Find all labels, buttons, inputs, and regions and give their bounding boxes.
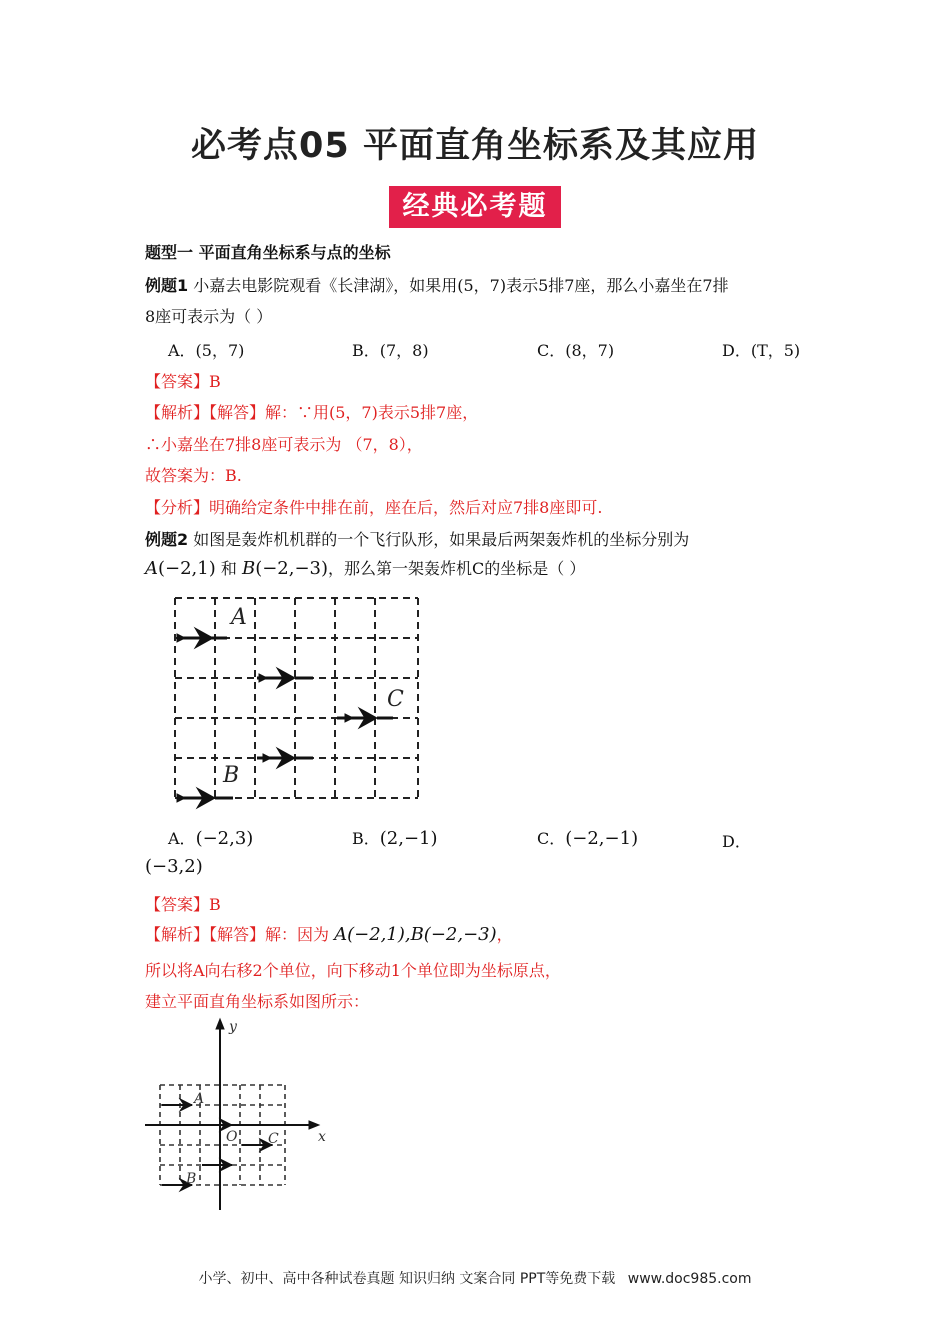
ex2-question-line1 [145, 527, 689, 550]
ex1-label: 例题1 [145, 276, 189, 295]
ex1-analysis-1: 【解析】【解答】解：∵用(5，7)表示5排7座， [145, 403, 479, 422]
ex2-question-tail: ，那么第一架轰炸机C的坐标是（ ） [328, 559, 586, 578]
ex1-fenxi: 【分析】明确给定条件中排在前，座在后，然后对应7排8座即可. [145, 498, 603, 517]
fig2-label-a: A [194, 1091, 205, 1107]
ex2-option-d-letter: D． [722, 832, 751, 851]
conj: 和 [215, 559, 242, 578]
ex2-question-line2 [145, 556, 585, 579]
ex1-question-text: 小嘉去电影院观看《长津湖》，如果用(5，7)表示5排7座，那么小嘉坐在7排 [188, 276, 729, 295]
ex2-option-a [168, 826, 253, 849]
analysis-prefix: 【解析】【解答】解：因为 [145, 925, 335, 944]
y-axis-label: y [229, 1019, 237, 1035]
ex2-analysis-3: 建立平面直角坐标系如图所示： [145, 992, 370, 1011]
bomber-a-icon [177, 628, 227, 648]
ex1-option-a: A．(5，7) [168, 341, 245, 360]
dashed-grid [175, 598, 418, 798]
ex2-option-c [537, 826, 638, 849]
ex1-analysis-3: 故答案为：B. [145, 466, 242, 485]
label-c: C [387, 687, 404, 712]
analysis-math: A(−2,1),B(−2,−3) [334, 924, 497, 945]
option-letter: B． [352, 829, 380, 848]
math-a-coord: (−2,1) [158, 558, 216, 579]
origin-label: O [226, 1129, 238, 1145]
plane-a-icon [162, 1099, 192, 1111]
section-heading: 题型一 平面直角坐标系与点的坐标 [145, 243, 391, 262]
analysis-suffix: ， [496, 925, 513, 944]
bomber-4-icon [257, 748, 313, 768]
ex1-option-b: B．(7，8) [352, 341, 429, 360]
footer-site-link[interactable]: www.doc985.com [627, 1271, 752, 1287]
fig2-label-b: B [186, 1171, 197, 1187]
option-letter: C． [537, 829, 566, 848]
plane-4-icon [202, 1159, 232, 1171]
ex2-analysis-1 [145, 922, 513, 945]
fig2-label-c: C [268, 1131, 279, 1147]
option-letter: A． [168, 829, 196, 848]
ex2-option-b [352, 826, 438, 849]
bomber-b-icon [177, 788, 233, 808]
math-b-coord: (−2,−3) [255, 558, 329, 579]
ex2-answer: 【答案】B [145, 895, 221, 914]
bomber-2-icon [257, 668, 313, 688]
ex2-label: 例题2 [145, 530, 189, 549]
ex1-question-line2: 8座可表示为（ ） [145, 307, 273, 326]
formation-figure [165, 590, 430, 810]
ex2-question-text: 如图是轰炸机机群的一个飞行队形，如果最后两架轰炸机的坐标分别为 [188, 530, 690, 549]
axes [145, 1019, 319, 1210]
page-title: 必考点05 平面直角坐标系及其应用 [191, 126, 759, 166]
section-badge: 经典必考题 [389, 186, 561, 228]
label-a: A [231, 605, 247, 630]
page-footer [0, 1268, 950, 1288]
option-value: (2,−1) [379, 828, 438, 849]
ex1-answer: 【答案】B [145, 372, 221, 391]
option-value: (−3,2) [145, 856, 203, 877]
ex2-analysis-2: 所以将A向右移2个单位，向下移动1个单位即为坐标原点， [145, 961, 561, 980]
math-a: A [145, 558, 158, 579]
option-value: (−2,3) [195, 828, 254, 849]
math-b: B [241, 558, 256, 579]
label-b: B [223, 763, 240, 788]
ex1-analysis-2: ∴小嘉坐在7排8座可表示为 （7，8）， [145, 435, 423, 454]
ex1-question-line1 [145, 273, 729, 296]
bomber-c-icon [337, 708, 393, 728]
x-axis-label: x [318, 1129, 326, 1145]
ex1-option-d: D．(T，5) [722, 341, 801, 360]
option-value: (−2,−1) [565, 828, 639, 849]
ex1-option-c: C．(8，7) [537, 341, 615, 360]
ex2-option-d-value [145, 856, 203, 877]
footer-text: 小学、初中、高中各种试卷真题 知识归纳 文案合同 PPT等免费下载 [198, 1271, 616, 1287]
coordinate-figure [140, 1015, 340, 1215]
